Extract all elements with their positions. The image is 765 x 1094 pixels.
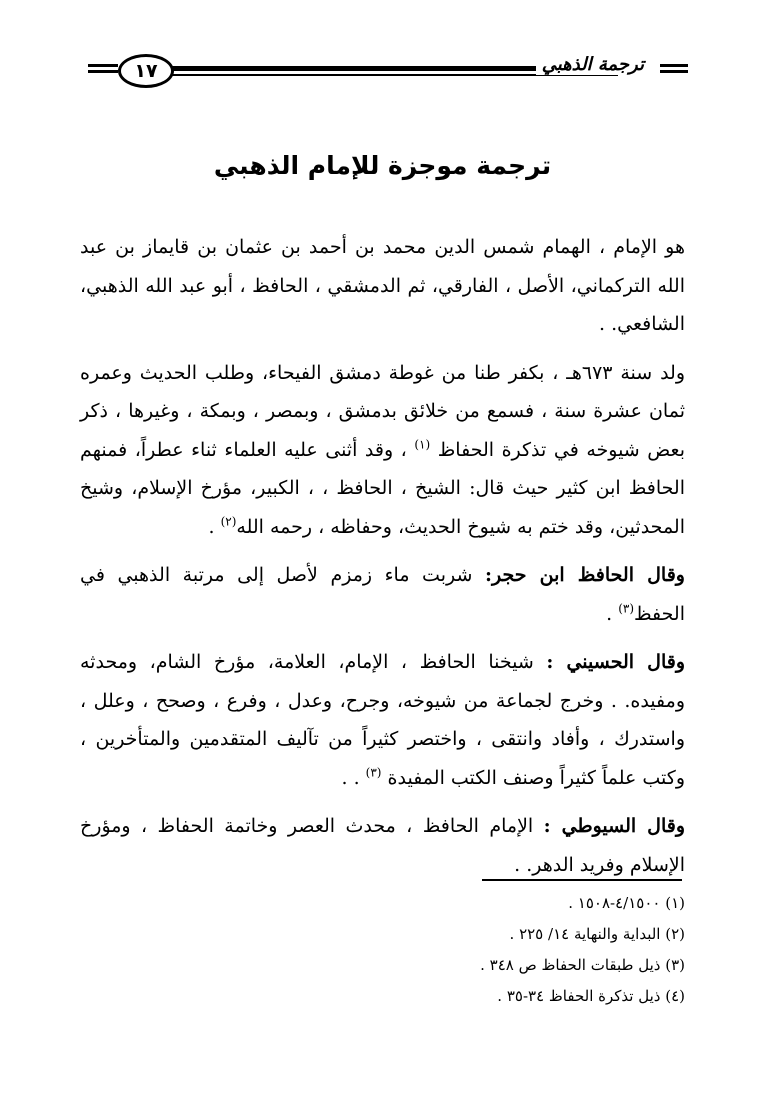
quote-author: وقال الحافظ ابن حجر: <box>484 564 685 586</box>
footnote-1: (١) ٤/١٥٠٠-١٥٠٨ . <box>568 894 685 912</box>
header-ornament-left <box>88 64 118 78</box>
footnote-reference: (٣) <box>365 765 382 780</box>
paragraph-biography <box>80 228 685 344</box>
footnotes <box>80 888 685 1012</box>
paragraph-birth <box>80 354 685 547</box>
footnote-reference: (١) <box>414 437 431 452</box>
paragraph-text: . <box>606 602 613 625</box>
footnote-4: (٤) ذيل تذكرة الحفاظ ٣٤-٣٥ . <box>497 987 685 1005</box>
footnote-2: (٢) البداية والنهاية ١٤/ ٢٢٥ . <box>509 925 685 943</box>
paragraph-text: الإمام الحافظ ، محدث العصر وخاتمة الحفاظ ، ومؤرخ الإسلام وفريد الدهر. . <box>80 815 685 876</box>
paragraph-ibn-hajar <box>80 556 685 633</box>
header-ornament-right <box>660 64 688 78</box>
paragraph-suyuti <box>80 807 685 884</box>
paragraph-text: ، وقد أثنى عليه العلماء ثناء عطراً، فمنهم الحافظ ابن كثير حيث قال: الشيخ ، الحافظ ، ، الكبير، مؤرخ الإسلام، وشيخ المحدثين، وقد ختم به شيوخ الحديث، وحفاظه ، رحمه الله <box>80 438 685 538</box>
quote-author: وقال السيوطي : <box>543 815 686 837</box>
page-number: ١٧ <box>118 54 174 88</box>
footnote-reference: (٢) <box>220 514 237 529</box>
footnote-separator <box>482 879 682 881</box>
paragraph-text: . . <box>341 766 360 789</box>
running-header <box>88 52 688 96</box>
footnote-reference: (٣) <box>618 601 635 616</box>
running-title: ترجمة الذهبي <box>536 54 650 75</box>
body-text <box>80 228 685 894</box>
footnote-3: (٣) ذيل طبقات الحفاظ ص ٣٤٨ . <box>480 956 685 974</box>
paragraph-text: هو الإمام ، الهمام شمس الدين محمد بن أحمد بن عثمان بن قايماز بن عبد الله التركماني، الأصل ، الفارقي، ثم الدمشقي ، الحافظ ، أبو عبد الله الذهبي، الشافعي. . <box>80 236 685 335</box>
paragraph-husayni <box>80 643 685 797</box>
paragraph-text: شيخنا الحافظ ، الإمام، العلامة، مؤرخ الشام، ومحدثه ومفيده. . وخرج لجماعة من شيوخه، وجرح، وعدل ، وفرع ، وصحح ، وعلل ، واستدرك ، وأفاد وانتقى ، واختصر كثيراً من تآليف المتقدمين والمتأخرين ، وكتب علماً كثيراً وصنف الكتب المفيدة <box>80 651 685 789</box>
quote-author: وقال الحسيني : <box>546 651 685 673</box>
paragraph-text: شربت ماء زمزم لأصل إلى مرتبة الذهبي في الحفظ <box>80 564 685 625</box>
paragraph-text: ولد سنة ٦٧٣هـ ، بكفر طنا من غوطة دمشق الفيحاء، وطلب الحديث وعمره ثمان عشرة سنة ، فسمع من خلائق بدمشق ، وبمصر ، وبمكة ، وغيرها ، ذكر بعض شيوخه في تذكرة الحفاظ <box>80 361 686 461</box>
page-title: ترجمة موجزة للإمام الذهبي <box>213 151 552 180</box>
paragraph-text: . <box>208 515 215 538</box>
